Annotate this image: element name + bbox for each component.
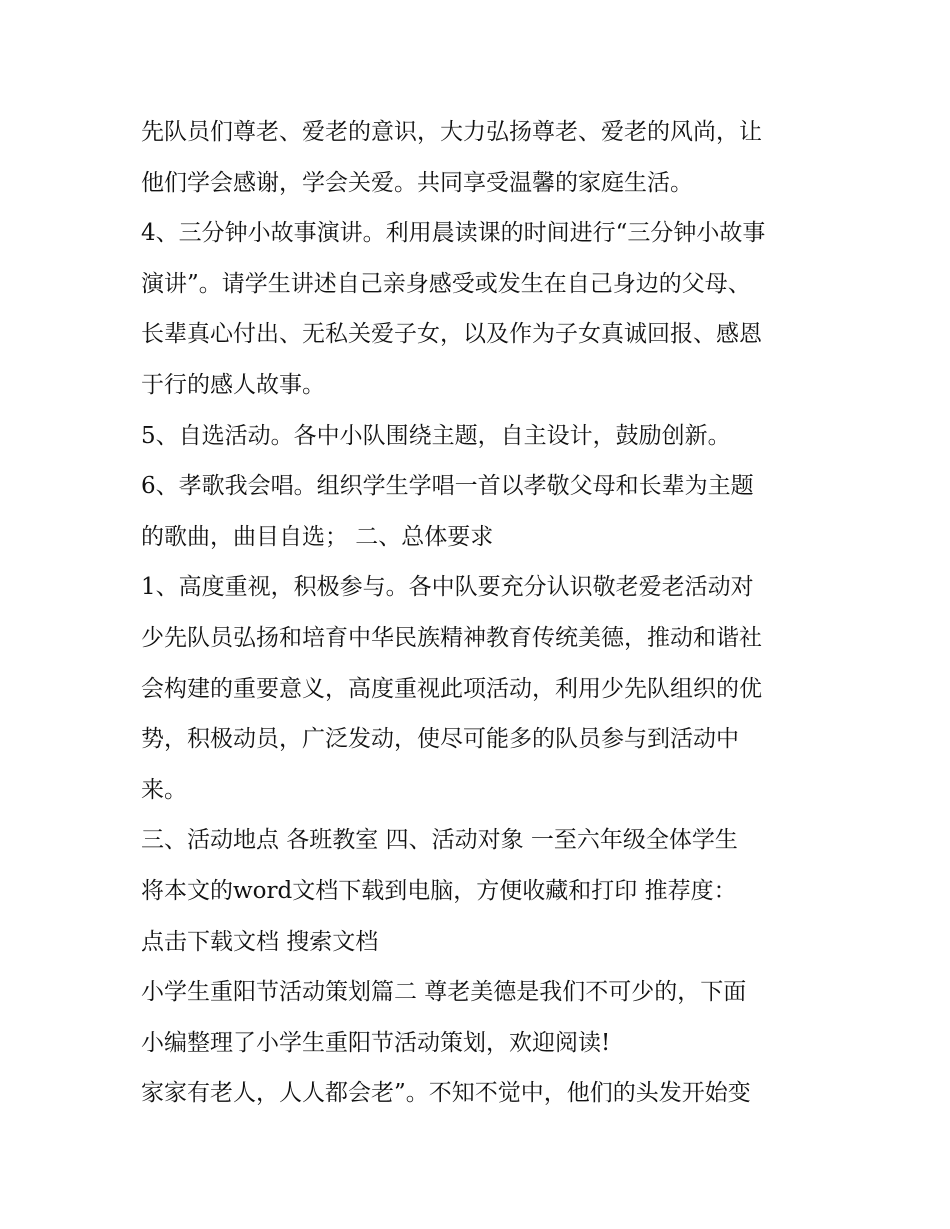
text-line: 6、孝歌我会唱。组织学生学唱一首以孝敬父母和长辈为主题 (141, 473, 754, 500)
text-line: 1、高度重视，积极参与。各中队要充分认识敬老爱老活动对 (141, 574, 754, 601)
text-line: 势，积极动员，广泛发动，使尽可能多的队员参与到活动中 (141, 726, 739, 753)
text-line: 少先队员弘扬和培育中华民族精神教育传统美德，推动和谐社 (141, 624, 762, 651)
text-line: 的歌曲，曲目自选； 二、总体要求 (141, 523, 494, 550)
text-line: 小学生重阳节活动策划篇二 尊老美德是我们不可少的，下面 (141, 979, 747, 1006)
text-line: 将本文的word文档下载到电脑，方便收藏和打印 推荐度： (141, 877, 737, 904)
text-line: 小编整理了小学生重阳节活动策划，欢迎阅读! (141, 1029, 611, 1056)
text-line: 4、三分钟小故事演讲。利用晨读课的时间进行“三分钟小故事 (141, 220, 766, 247)
text-line: 5、自选活动。各中小队围绕主题，自主设计，鼓励创新。 (141, 422, 731, 449)
text-line: 来。 (141, 776, 187, 803)
text-line: 长辈真心付出、无私关爱子女，以及作为子女真诚回报、感恩 (141, 321, 762, 348)
text-line: 他们学会感谢，学会关爱。共同享受温馨的家庭生活。 (141, 169, 693, 196)
text-line: 点击下载文档 搜索文档 (141, 928, 379, 955)
text-line: 演讲”。请学生讲述自己亲身感受或发生在自己身边的父母、 (141, 270, 751, 297)
text-line: 于行的感人故事。 (141, 371, 325, 398)
text-line: 先队员们尊老、爱老的意识，大力弘扬尊老、爱老的风尚，让 (141, 119, 762, 145)
text-line: 家家有老人，人人都会老”。不知不觉中，他们的头发开始变 (141, 1080, 751, 1107)
text-line: 会构建的重要意义，高度重视此项活动，利用少先队组织的优 (141, 675, 762, 702)
document-body (141, 107, 821, 1119)
text-line: 三、活动地点 各班教室 四、活动对象 一至六年级全体学生 (141, 827, 738, 854)
